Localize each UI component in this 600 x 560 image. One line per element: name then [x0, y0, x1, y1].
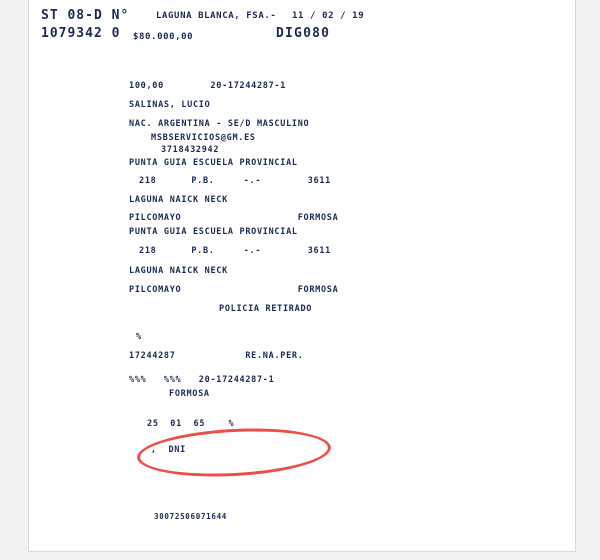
field-percent-mark: %	[136, 332, 142, 342]
header-amount: $80.000,00	[133, 32, 194, 42]
field-department-1: PILCOMAYO FORMOSA	[129, 213, 339, 223]
field-province: FORMOSA	[169, 389, 210, 399]
field-amount-and-cuit: 100,00 20-17244287-1	[129, 81, 287, 91]
document-sheet	[28, 0, 576, 552]
field-locality-1: LAGUNA NAICK NECK	[129, 195, 228, 205]
field-document-number: 17244287 RE.NA.PER.	[129, 351, 304, 361]
field-address-detail-2: 218 P.B. -.- 3611	[139, 246, 331, 256]
field-address-line-1: PUNTA GUIA ESCUELA PROVINCIAL	[129, 158, 298, 168]
field-email: MSBSERVICIOS@GM.ES	[151, 133, 256, 143]
field-phone: 3718432942	[161, 145, 220, 155]
field-barcode-number: 30072506071644	[154, 512, 228, 521]
field-dni-label: , DNI	[151, 445, 186, 455]
header-operation-code: DIG080	[276, 26, 331, 41]
field-address-line-2: PUNTA GUIA ESCUELA PROVINCIAL	[129, 227, 298, 237]
field-occupation: POLICIA RETIRADO	[219, 304, 313, 314]
field-department-2: PILCOMAYO FORMOSA	[129, 285, 339, 295]
page-margin-right	[576, 0, 600, 560]
field-address-detail-1: 218 P.B. -.- 3611	[139, 176, 331, 186]
header-serial-number: 1079342 0	[41, 26, 121, 41]
field-birth-date: 25 01 65 %	[147, 419, 235, 429]
page-margin-left	[0, 0, 28, 560]
header-form-number: ST 08-D N°	[41, 8, 130, 23]
field-locality-2: LAGUNA NAICK NECK	[129, 266, 228, 276]
page-margin-bottom	[0, 552, 600, 560]
header-date: 11 / 02 / 19	[292, 11, 365, 21]
field-cuit: %%% %%% 20-17244287-1	[129, 375, 275, 385]
field-nationality-sex: NAC. ARGENTINA - SE/D MASCULINO	[129, 119, 310, 129]
field-full-name: SALINAS, LUCIO	[129, 100, 211, 110]
header-locality-date-place: LAGUNA BLANCA, FSA.-	[156, 11, 277, 21]
